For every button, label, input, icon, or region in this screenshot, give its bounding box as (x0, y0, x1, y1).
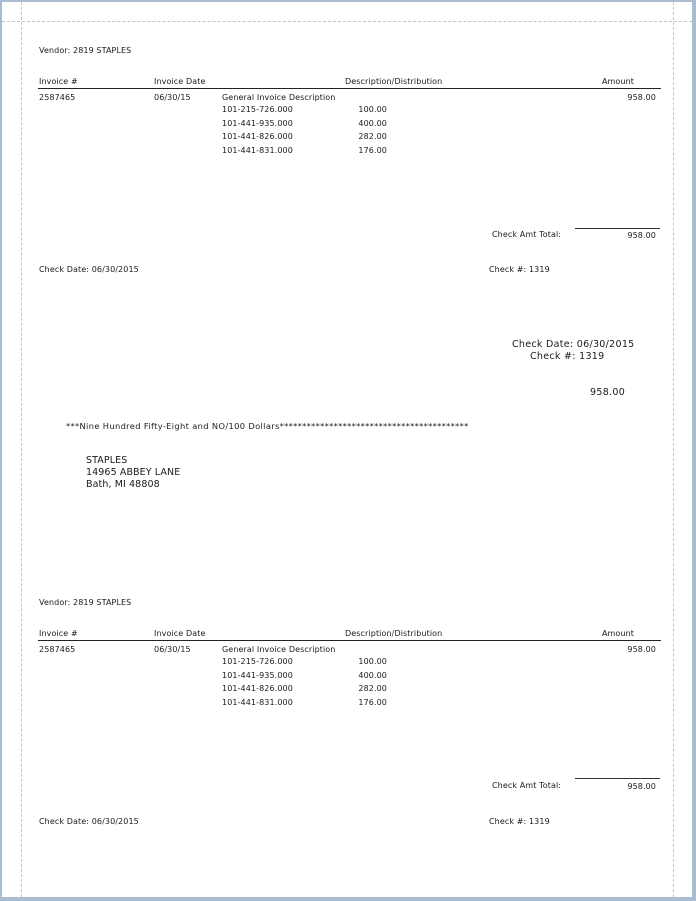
invoice-number: 2587465 (39, 645, 76, 654)
header-rule (38, 640, 661, 641)
header-rule (38, 88, 661, 89)
written-amount: ***Nine Hundred Fifty-Eight and NO/100 Dollars****************************************** (66, 421, 469, 431)
column-header-invoice-date: Invoice Date (154, 629, 206, 638)
column-header-amount: Amount (601, 77, 634, 86)
check-amt-total-label: Check Amt Total: (492, 781, 562, 790)
distribution-account: 101-441-935.000 (222, 119, 293, 128)
distribution-account: 101-441-831.000 (222, 698, 293, 707)
invoice-description: General Invoice Description (222, 645, 336, 654)
check-amt-total-value: 958.00 (627, 231, 656, 240)
stub-check-number: Check #: 1319 (489, 817, 550, 826)
distribution-amount: 176.00 (358, 146, 387, 155)
column-header-invoice-no: Invoice # (39, 77, 78, 86)
invoice-date: 06/30/15 (154, 645, 191, 654)
distribution-amount: 282.00 (358, 684, 387, 693)
column-header-invoice-no: Invoice # (39, 629, 78, 638)
check-number: Check #: 1319 (530, 351, 605, 362)
distribution-account: 101-441-826.000 (222, 684, 293, 693)
total-rule (575, 228, 660, 229)
remittance-stub-bottom (0, 552, 696, 826)
distribution-account: 101-215-726.000 (222, 105, 293, 114)
payee-name: STAPLES (86, 455, 128, 466)
vendor-label: Vendor: 2819 STAPLES (39, 598, 132, 607)
invoice-date: 06/30/15 (154, 93, 191, 102)
column-header-amount: Amount (601, 629, 634, 638)
stub-check-number: Check #: 1319 (489, 265, 550, 274)
distribution-amount: 400.00 (358, 119, 387, 128)
invoice-description: General Invoice Description (222, 93, 336, 102)
total-rule (575, 778, 660, 779)
column-header-invoice-date: Invoice Date (154, 77, 206, 86)
invoice-number: 2587465 (39, 93, 76, 102)
distribution-account: 101-441-826.000 (222, 132, 293, 141)
distribution-amount: 100.00 (358, 105, 387, 114)
check-amt-total-label: Check Amt Total: (492, 230, 562, 239)
payee-street: 14965 ABBEY LANE (86, 467, 181, 478)
stub-check-date: Check Date: 06/30/2015 (39, 265, 139, 274)
check-amount: 958.00 (590, 387, 626, 398)
check-date: Check Date: 06/30/2015 (512, 339, 635, 350)
distribution-amount: 176.00 (358, 698, 387, 707)
column-header-description: Description/Distribution (345, 629, 443, 638)
page-frame-bottom (0, 897, 696, 901)
invoice-amount: 958.00 (627, 645, 656, 654)
check-amt-total-value: 958.00 (627, 782, 656, 791)
invoice-amount: 958.00 (627, 93, 656, 102)
remittance-stub-top (0, 0, 696, 274)
payee-city-state-zip: Bath, MI 48808 (86, 479, 160, 490)
distribution-amount: 282.00 (358, 132, 387, 141)
distribution-amount: 100.00 (358, 657, 387, 666)
distribution-account: 101-441-831.000 (222, 146, 293, 155)
distribution-account: 101-441-935.000 (222, 671, 293, 680)
distribution-amount: 400.00 (358, 671, 387, 680)
distribution-account: 101-215-726.000 (222, 657, 293, 666)
column-header-description: Description/Distribution (345, 77, 443, 86)
vendor-label: Vendor: 2819 STAPLES (39, 46, 132, 55)
stub-check-date: Check Date: 06/30/2015 (39, 817, 139, 826)
